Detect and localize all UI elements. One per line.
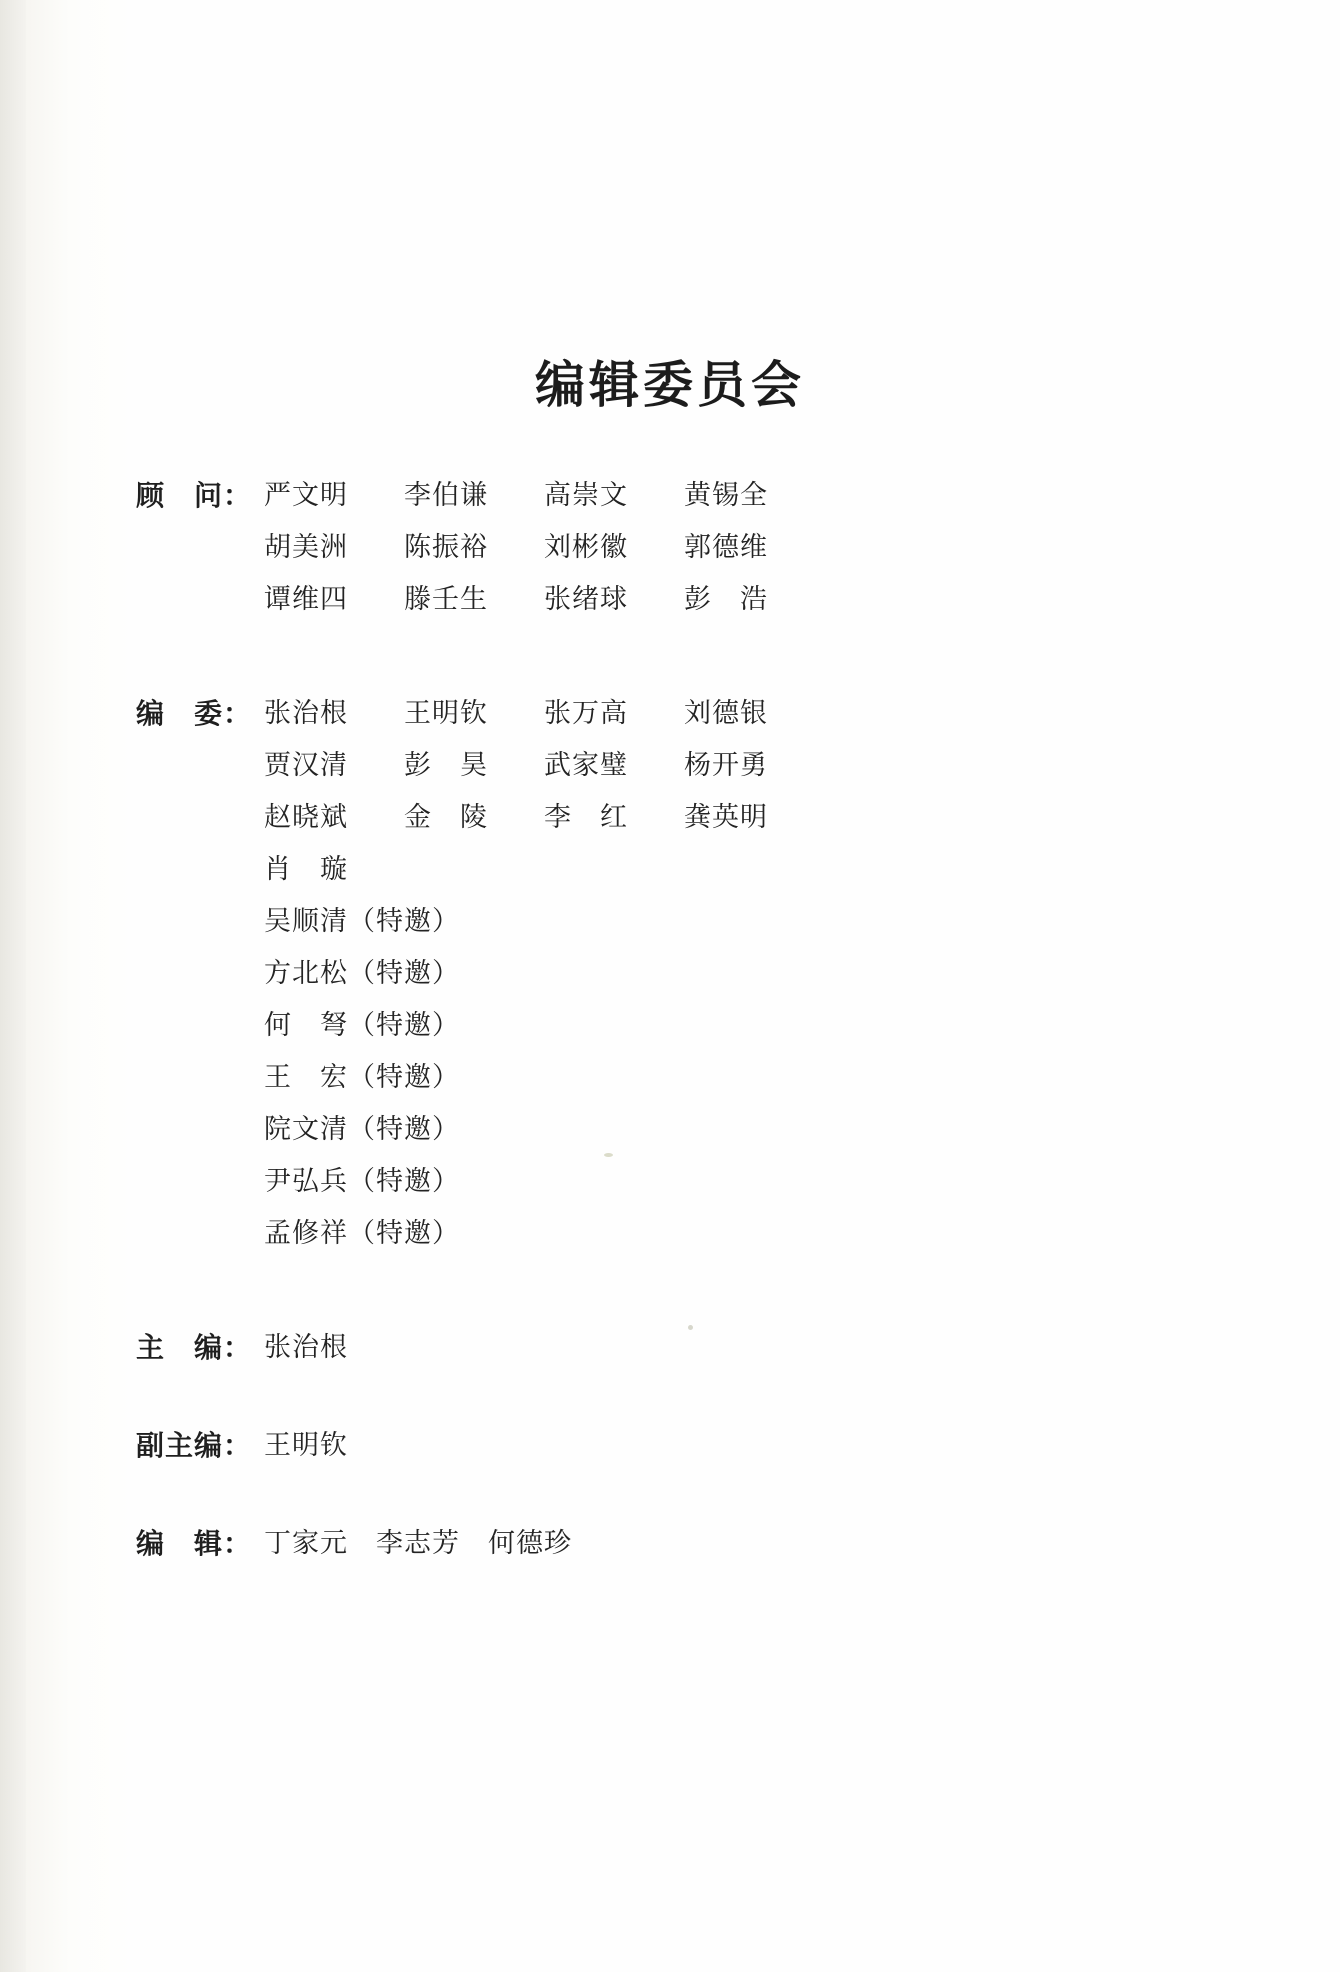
name-cell-special: 何 弩（特邀）: [264, 1010, 460, 1041]
section-advisors: [136, 470, 1236, 626]
name-cell: 彭 浩: [684, 584, 768, 615]
value-chief-editor: 张治根: [264, 1332, 348, 1363]
page-title: [0, 345, 1340, 417]
page-title-text: 编辑委员会: [535, 355, 805, 414]
special-member-row: [264, 1156, 1236, 1208]
page-content: [136, 470, 1236, 1570]
section-editorial-board: [136, 688, 1236, 1260]
value-editors: 丁家元 李志芳 何德珍: [264, 1528, 572, 1559]
name-cell: 张万高: [544, 698, 628, 729]
name-cell-special: 王 宏（特邀）: [264, 1062, 460, 1093]
paper-speck: [688, 1325, 693, 1330]
name-cell-special: 吴顺清（特邀）: [264, 906, 460, 937]
section-label-advisors: 顾 问：: [136, 479, 253, 512]
name-cell: 李伯谦: [404, 480, 488, 511]
advisor-name-grid: [264, 470, 1236, 626]
board-name-grid: [264, 688, 1236, 1260]
special-member-row: [264, 1052, 1236, 1104]
special-member-row: [264, 1104, 1236, 1156]
name-cell: 刘彬徽: [544, 532, 628, 563]
name-cell: 张治根: [264, 698, 348, 729]
section-spacer: [136, 626, 1236, 688]
name-cell: 彭 昊: [404, 750, 488, 781]
name-cell-special: 院文清（特邀）: [264, 1114, 460, 1145]
name-cell: 武家璧: [544, 750, 628, 781]
name-cell: 严文明: [264, 480, 348, 511]
row-chief-editor: [136, 1322, 1236, 1374]
name-row: [264, 844, 1236, 896]
name-cell: 张绪球: [544, 584, 628, 615]
name-cell-special: 方北松（特邀）: [264, 958, 460, 989]
label-chief-editor: 主 编：: [136, 1331, 253, 1364]
name-cell: 谭维四: [264, 584, 348, 615]
special-member-row: [264, 948, 1236, 1000]
name-row: [264, 740, 1236, 792]
section-label-editorial-board: 编 委：: [136, 697, 253, 730]
name-row: [264, 470, 1236, 522]
name-cell-special: 尹弘兵（特邀）: [264, 1166, 460, 1197]
name-cell: 龚英明: [684, 802, 768, 833]
name-cell: 赵晓斌: [264, 802, 348, 833]
value-deputy-chief-editor: 王明钦: [264, 1430, 348, 1461]
name-row: [264, 522, 1236, 574]
name-cell: 王明钦: [404, 698, 488, 729]
name-cell: 肖 璇: [264, 854, 348, 885]
name-cell: 胡美洲: [264, 532, 348, 563]
section-spacer: [136, 1260, 1236, 1322]
name-cell: 金 陵: [404, 802, 488, 833]
name-cell: 杨开勇: [684, 750, 768, 781]
row-deputy-chief-editor: [136, 1420, 1236, 1472]
name-cell: 滕壬生: [404, 584, 488, 615]
paper-speck: [604, 1153, 613, 1157]
name-cell: 高崇文: [544, 480, 628, 511]
section-spacer: [136, 1374, 1236, 1420]
name-row: [264, 688, 1236, 740]
section-spacer: [136, 1472, 1236, 1518]
name-cell: 陈振裕: [404, 532, 488, 563]
name-cell: 郭德维: [684, 532, 768, 563]
special-member-row: [264, 1000, 1236, 1052]
name-cell-special: 孟修祥（特邀）: [264, 1218, 460, 1249]
name-cell: 李 红: [544, 802, 628, 833]
name-cell: 贾汉清: [264, 750, 348, 781]
special-member-row: [264, 1208, 1236, 1260]
row-editors: [136, 1518, 1236, 1570]
name-cell: 黄锡全: [684, 480, 768, 511]
name-cell: 刘德银: [684, 698, 768, 729]
name-row: [264, 792, 1236, 844]
label-deputy-chief-editor: 副主编：: [136, 1429, 253, 1462]
label-editors: 编 辑：: [136, 1527, 253, 1560]
special-member-row: [264, 896, 1236, 948]
name-row: [264, 574, 1236, 626]
